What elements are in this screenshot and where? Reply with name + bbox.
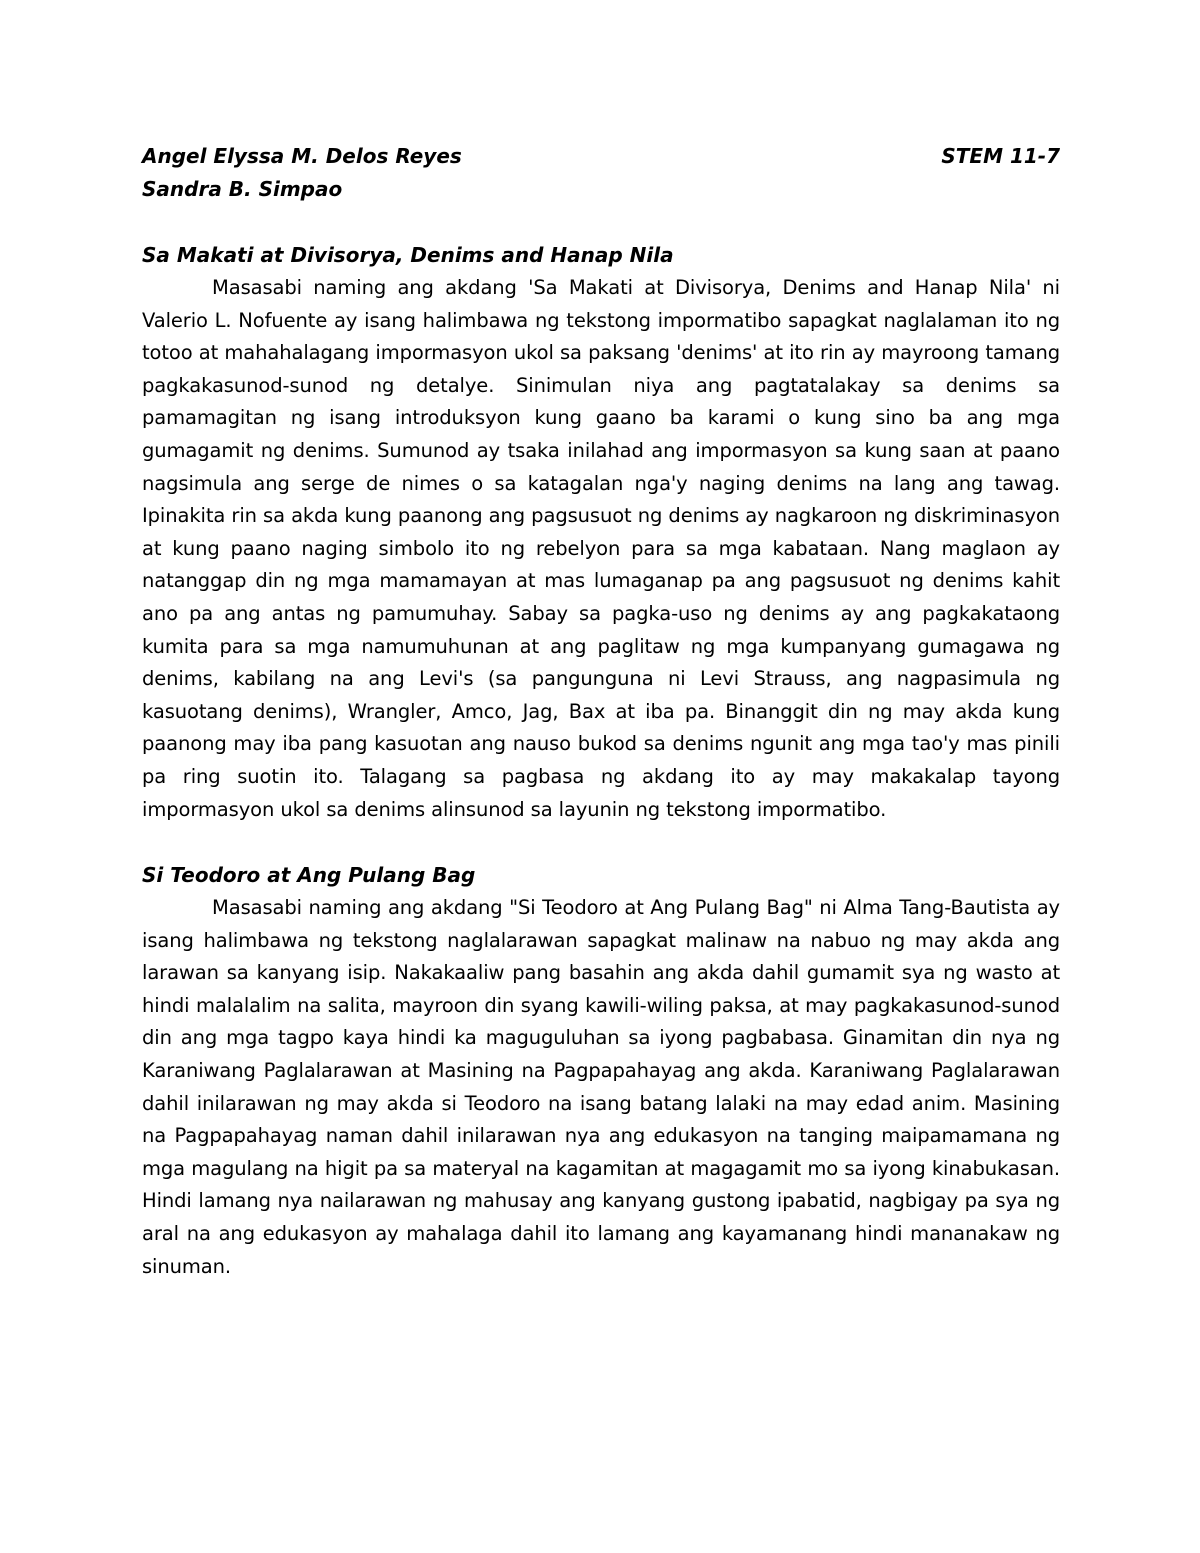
header-row — [142, 140, 1060, 173]
section-title-2-prefix: Si Teodoro at — [142, 863, 298, 888]
class-section: STEM 11-7 — [941, 144, 1060, 168]
section-body-1: Masasabi naming ang akdang 'Sa Makati at Divisorya, Denims and Hanap Nila' ni Valerio L. Nofuente ay isang halimbawa ng tekstong impormatibo sapagkat naglalaman ito ng totoo at mahahalagang impormasyon ukol sa paksang 'denims' at ito rin ay mayroong tamang pagkakasunod-sunod ng detalye. Sinimulan niya ang pagtatalakay sa denims sa pamamagitan ng isang introduksyon kung gaano ba karami o kung sino ba ang mga gumagamit ng denims. Sumunod ay tsaka inilahad ang impormasyon sa kung saan at paano nagsimula ang serge de nimes o sa katagalan nga'y naging denims na lang ang tawag. Ipinakita rin sa akda kung paanong ang pagsusuot ng denims ay nagkaroon ng diskriminasyon at kung paano naging simbolo ito ng rebelyon para sa mga kabataan. Nang maglaon ay natanggap din ng mga mamamayan at mas lumaganap pa ang pagsusuot ng denims kahit ano pa ang antas ng pamumuhay. Sabay sa pagka-uso ng denims ay ang pagkakataong kumita para sa mga namumuhunan at ang paglitaw ng mga kumpanyang gumagawa ng denims, kabilang na ang Levi's (sa pangunguna ni Levi Strauss, ang nagpasimula ng kasuotang denims), Wrangler, Amco, Jag, Bax at iba pa. Binanggit din ng may akda kung paanong may iba pang kasuotan ang nauso bukod sa denims ngunit ang mga tao'y mas pinili pa ring suotin ito. Talagang sa pagbasa ng akdang ito ay may makakalap tayong impormasyon ukol sa denims alinsunod sa layunin ng tekstong impormatibo. — [142, 276, 1060, 821]
section-title-1: Sa Makati at Divisorya, Denims and Hanap Nila — [142, 243, 674, 267]
author-name-2: Sandra B. Simpao — [142, 177, 343, 201]
section-body-2: Masasabi naming ang akdang "Si Teodoro at Ang Pulang Bag" ni Alma Tang-Bautista ay isang halimbawa ng tekstong naglalarawan sapagkat malinaw na nabuo ng may akda ang larawan sa kanyang isip. Nakakaaliw pang basahin ang akda dahil gumamit sya ng wasto at hindi malalalim na salita, mayroon din syang kawili-wiling paksa, at may pagkakasunod-sunod din ang mga tagpo kaya hindi ka maguguluhan sa iyong pagbabasa. Ginamitan din nya ng Karaniwang Paglalarawan at Masining na Pagpapahayag ang akda. Karaniwang Paglalarawan dahil inilarawan ng may akda si Teodoro na isang batang lalaki na may edad anim. Masining na Pagpapahayag naman dahil inilarawan nya ang edukasyon na tanging maipamamana ng mga magulang na higit pa sa materyal na kagamitan at magagamit mo sa iyong kinabukasan. Hindi lamang nya nailarawan ng mahusay ang kanyang gustong ipabatid, nagbigay pa sya ng aral na ang edukasyon ay mahalaga dahil ito lamang ang kayamanang hindi mananakaw ng sinuman. — [142, 896, 1060, 1278]
author-name-1: Angel Elyssa M. Delos Reyes — [142, 144, 462, 168]
section-title-2 — [142, 859, 1060, 892]
document-page — [142, 140, 1060, 1283]
section-title-2-emph: Ang Pulang Bag — [297, 863, 476, 888]
